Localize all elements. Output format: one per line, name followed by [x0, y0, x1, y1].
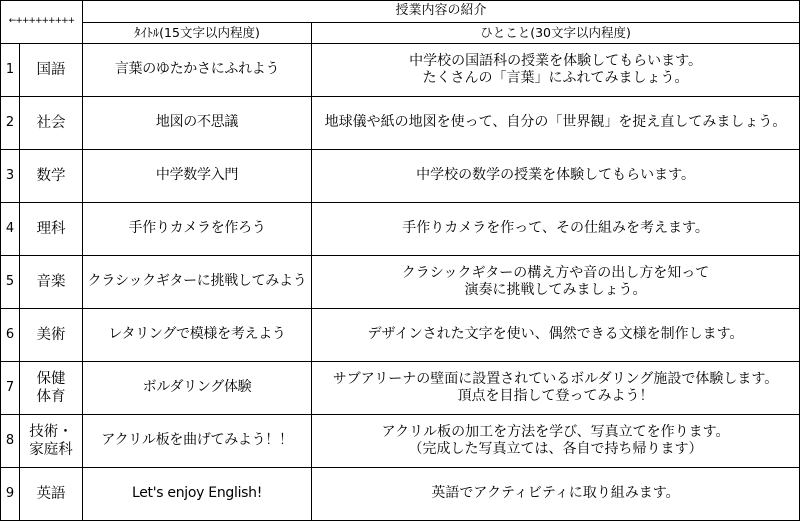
table-row: [1, 203, 800, 256]
description-cell: クラシックギターの構え方や音の出し方を知って 演奏に挑戦してみましょう。: [312, 256, 800, 309]
subject-cell: 理科: [20, 203, 83, 256]
subject-cell: 国語: [20, 44, 83, 97]
subject-cell: 技術・ 家庭科: [20, 415, 83, 468]
description-column-header: ひとこと(30文字以内程度): [312, 23, 800, 44]
title-cell: 地図の不思議: [83, 97, 312, 150]
table-row: [1, 44, 800, 97]
header-row-group: [1, 1, 800, 23]
subject-cell: 音楽: [20, 256, 83, 309]
description-cell: サブアリーナの壁面に設置されているボルダリング施設で体験します。 頂点を目指して登ってみよう！: [312, 362, 800, 415]
title-cell: クラシックギターに挑戦してみよう: [83, 256, 312, 309]
subject-cell: 保健 体育: [20, 362, 83, 415]
description-cell: 地球儀や紙の地図を使って、自分の「世界観」を捉え直してみましょう。: [312, 97, 800, 150]
description-cell: デザインされた文字を使い、偶然できる文様を制作します。: [312, 309, 800, 362]
title-cell: 言葉のゆたかさにふれよう: [83, 44, 312, 97]
corner-marker: ←+++++++++: [1, 1, 83, 44]
table-row: [1, 468, 800, 521]
title-cell: レタリングで模様を考えよう: [83, 309, 312, 362]
row-number: 5: [1, 256, 20, 309]
row-number: 4: [1, 203, 20, 256]
title-cell: ボルダリング体験: [83, 362, 312, 415]
table-row: [1, 415, 800, 468]
row-number: 1: [1, 44, 20, 97]
row-number: 8: [1, 415, 20, 468]
table-row: [1, 150, 800, 203]
row-number: 9: [1, 468, 20, 521]
title-cell: アクリル板を曲げてみよう！！: [83, 415, 312, 468]
subject-cell: 数学: [20, 150, 83, 203]
group-header: 授業内容の紹介: [83, 1, 800, 23]
row-number: 2: [1, 97, 20, 150]
table-row: [1, 256, 800, 309]
description-cell: 手作りカメラを作って、その仕組みを考えます。: [312, 203, 800, 256]
table-row: [1, 309, 800, 362]
title-cell: 手作りカメラを作ろう: [83, 203, 312, 256]
subject-cell: 美術: [20, 309, 83, 362]
title-column-header: ﾀｲﾄﾙ(15文字以内程度): [83, 23, 312, 44]
description-cell: アクリル板の加工を方法を学び、写真立てを作ります。 （完成した写真立ては、各自で持ち帰ります）: [312, 415, 800, 468]
description-cell: 中学校の国語科の授業を体験してもらいます。 たくさんの「言葉」にふれてみましょう。: [312, 44, 800, 97]
title-cell: Let's enjoy English!: [83, 468, 312, 521]
subject-cell: 英語: [20, 468, 83, 521]
description-cell: 英語でアクティビティに取り組みます。: [312, 468, 800, 521]
title-cell: 中学数学入門: [83, 150, 312, 203]
description-cell: 中学校の数学の授業を体験してもらいます。: [312, 150, 800, 203]
row-number: 3: [1, 150, 20, 203]
header-row-columns: [1, 23, 800, 44]
row-number: 7: [1, 362, 20, 415]
subject-cell: 社会: [20, 97, 83, 150]
table-row: [1, 97, 800, 150]
table-row: [1, 362, 800, 415]
row-number: 6: [1, 309, 20, 362]
